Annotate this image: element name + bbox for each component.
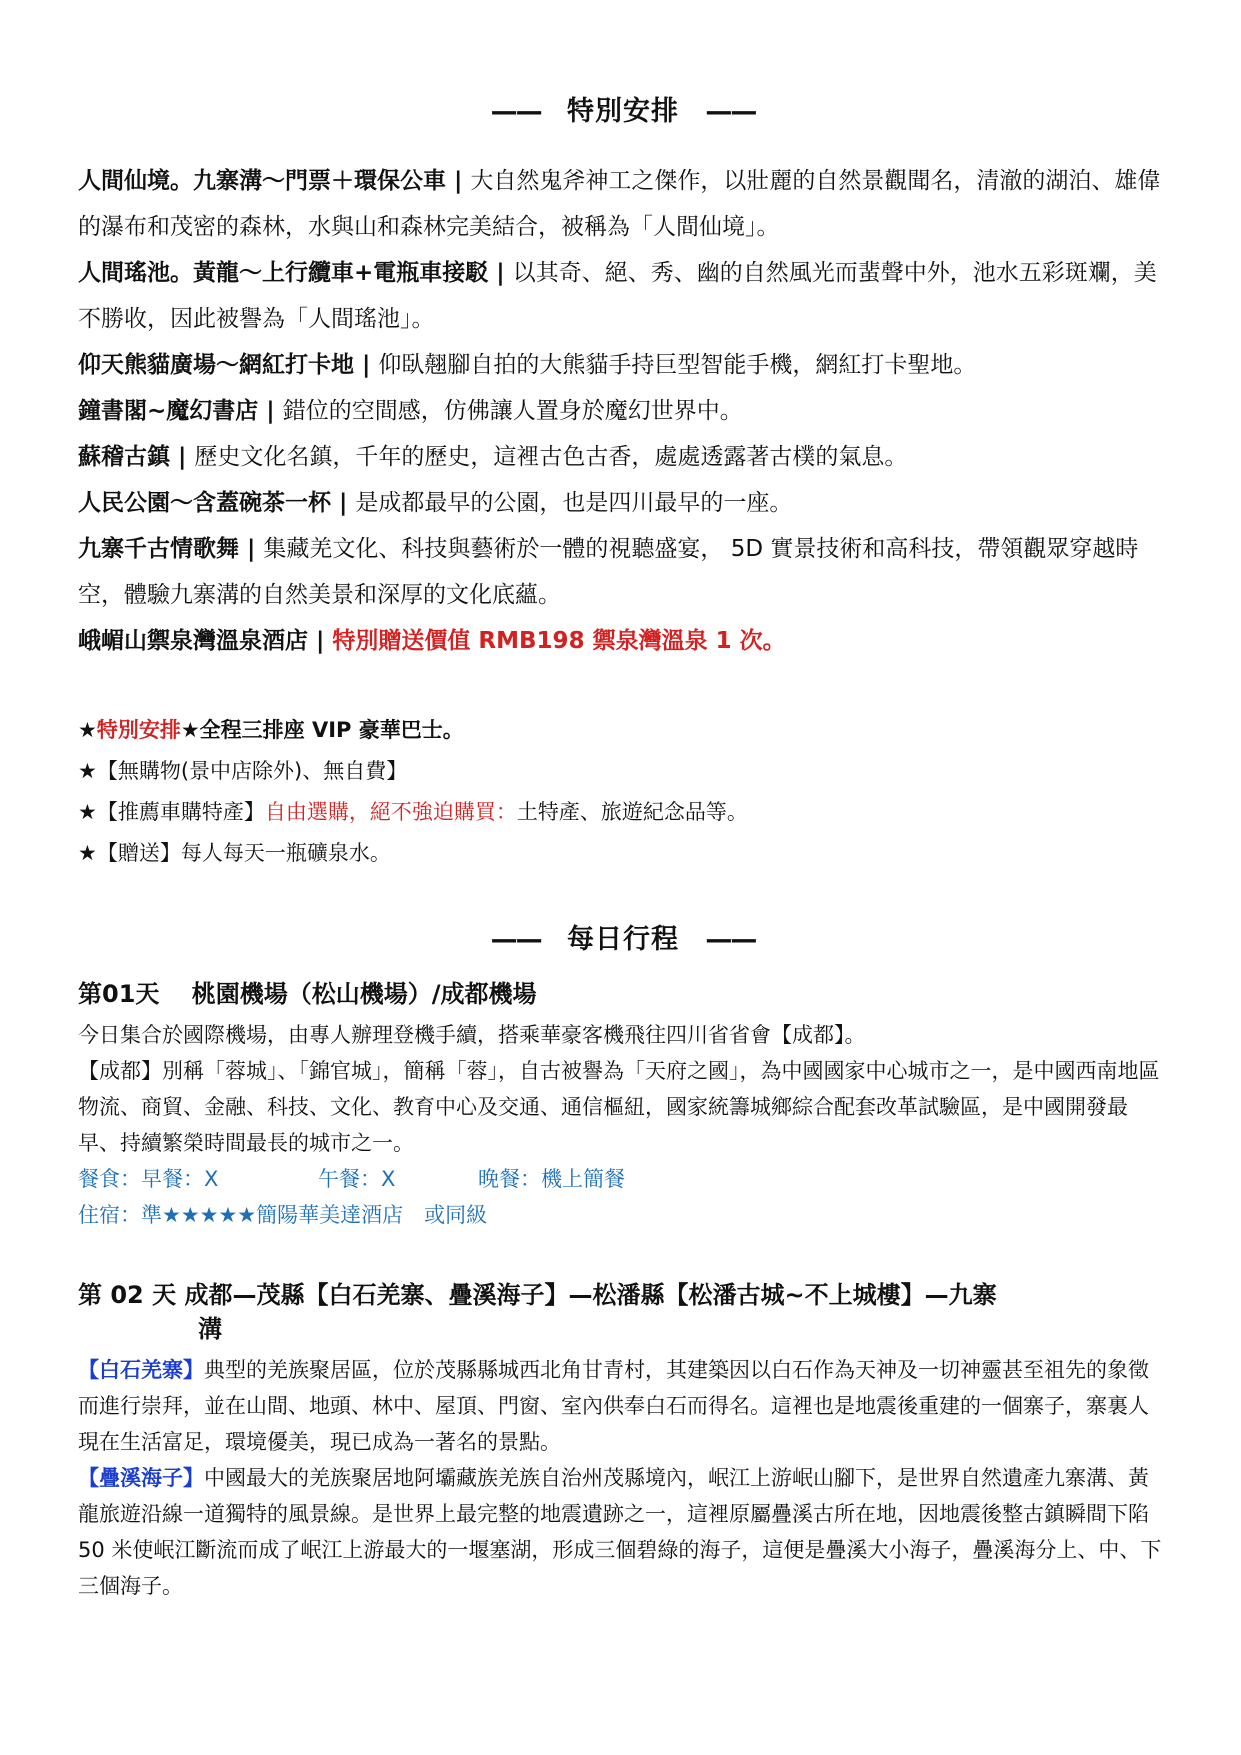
paragraph-text: 中國最大的羌族聚居地阿壩藏族羌族自治州茂縣境內，岷江上游岷山腳下，是世界自然遺產九寨溝、黃龍旅遊沿線一道獨特的風景線。是世界上最完整的地震遺跡之一，這裡原屬疊溪古所在地，因地震後整古鎮瞬間下陷 50 米使岷江斷流而成了岷江上游最大的一堰塞湖，形成三個碧綠的海子，這便是疊溪大小海子，疊溪海分上、中、下三個海子。 xyxy=(78,1466,1162,1598)
section-title-text: 特別安排 xyxy=(567,96,679,127)
highlight-item xyxy=(78,388,1168,434)
day-paragraph: 【成都】別稱「蓉城」、「錦官城」，簡稱「蓉」，自古被譽為「天府之國」，為中國國家中心城市之一，是中國西南地區物流、商貿、金融、科技、文化、教育中心及交通、通信樞紐，國家統籌城鄉綜合配套改革試驗區，是中國開發最早、持續繁榮時間最長的城市之一。 xyxy=(78,1059,1160,1155)
notes-list xyxy=(78,710,1168,874)
note-item xyxy=(78,833,1168,874)
day-title: 第01天 桃園機場（松山機場）/成都機場 xyxy=(78,980,537,1008)
section-title-daily xyxy=(78,920,1168,960)
day-paragraph: 今日集合於國際機場，由專人辦理登機手續，搭乘華豪客機飛往四川省省會【成都】。 xyxy=(78,1023,866,1047)
highlight-desc: 錯位的空間感，仿佛讓人置身於魔幻世界中。 xyxy=(282,398,743,424)
highlight-name: 仰天熊貓廣場～網紅打卡地 xyxy=(78,352,354,378)
highlight-sep: | xyxy=(308,628,333,654)
day-1 xyxy=(78,977,1168,1233)
paragraph-tag: 【疊溪海子】 xyxy=(78,1466,204,1490)
highlight-name: 人間仙境。九寨溝～門票＋環保公車 xyxy=(78,168,446,194)
day-title-line1: 第 02 天 成都—茂縣【白石羌寨、疊溪海子】—松潘縣【松潘古城~不上城樓】—九寨 xyxy=(78,1281,997,1309)
title-dash-right: —— xyxy=(705,924,756,955)
highlight-item xyxy=(78,250,1168,342)
day-title xyxy=(78,1278,1168,1346)
highlight-desc: 大自然鬼斧神工之傑作，以壯麗的自然景觀聞名，清澈的湖泊、雄偉的瀑布和茂密的森林，水與山和森林完美結合，被稱為「人間仙境」。 xyxy=(78,168,1161,240)
highlight-item xyxy=(78,342,1168,388)
note-red: 特別安排 xyxy=(96,718,181,742)
highlight-item xyxy=(78,434,1168,480)
highlight-name: 九寨千古情歌舞 xyxy=(78,536,239,562)
day-title-line2: 溝 xyxy=(198,1315,222,1343)
title-dash-left: —— xyxy=(490,96,541,127)
highlight-gift-red: 特別贈送價值 RMB198 禦泉灣溫泉 1 次。 xyxy=(332,628,786,654)
highlight-sep: | xyxy=(331,490,356,516)
note-red: 自由選購，絕不強迫購買： xyxy=(264,800,517,824)
highlight-sep: | xyxy=(446,168,471,194)
highlight-sep: | xyxy=(239,536,264,562)
highlight-name: 鐘書閣~魔幻書店 xyxy=(78,398,259,424)
star-icon: ★ xyxy=(78,841,97,865)
meal-breakfast: 餐食：早餐：X xyxy=(78,1167,219,1191)
note-text: 【推薦車購特產】 xyxy=(96,800,265,824)
star-icon: ★ xyxy=(78,759,97,783)
highlight-item xyxy=(78,480,1168,526)
title-dash-left: —— xyxy=(490,924,541,955)
highlight-sep: | xyxy=(354,352,379,378)
highlight-name: 人民公園～含蓋碗茶一杯 xyxy=(78,490,331,516)
highlight-desc: 歷史文化名鎮，千年的歷史，這裡古色古香，處處透露著古樸的氣息。 xyxy=(194,444,908,470)
paragraph-text: 典型的羌族聚居區，位於茂縣縣城西北角甘青村，其建築因以白石作為天神及一切神靈甚至祖先的象徵而進行崇拜，並在山間、地頭、林中、屋頂、門窗、室內供奉白石而得名。這裡也是地震後重建的一個寨子，寨裏人現在生活富足，環境優美，現已成為一著名的景點。 xyxy=(78,1358,1149,1454)
highlight-desc: 集藏羌文化、科技與藝術於一體的視聽盛宴， 5D 實景技術和高科技，帶領觀眾穿越時空，體驗九寨溝的自然美景和深厚的文化底蘊。 xyxy=(78,536,1139,608)
meal-dinner: 晚餐：機上簡餐 xyxy=(478,1167,625,1191)
section-title-special xyxy=(78,92,1168,132)
highlight-desc: 仰臥翹腳自拍的大熊貓手持巨型智能手機，網紅打卡聖地。 xyxy=(378,352,977,378)
star-icon: ★ xyxy=(78,718,97,742)
note-text: 【贈送】每人每天一瓶礦泉水。 xyxy=(96,841,391,865)
note-rest: 土特產、旅遊紀念品等。 xyxy=(516,800,748,824)
highlight-item xyxy=(78,158,1168,250)
note-item xyxy=(78,751,1168,792)
day-paragraph xyxy=(78,1460,1168,1604)
highlight-desc: 是成都最早的公園，也是四川最早的一座。 xyxy=(355,490,793,516)
title-dash-right: —— xyxy=(705,96,756,127)
paragraph-tag: 【白石羌寨】 xyxy=(78,1358,204,1382)
note-item xyxy=(78,710,1168,751)
highlight-sep: | xyxy=(258,398,283,424)
highlight-item xyxy=(78,618,1168,664)
day-2 xyxy=(78,1278,1168,1604)
highlight-sep: | xyxy=(488,260,513,286)
note-text: 【無購物(景中店除外)、無自費】 xyxy=(96,759,408,783)
star-icon: ★ xyxy=(78,800,97,824)
day-paragraph xyxy=(78,1352,1168,1460)
highlight-name: 蘇稽古鎮 xyxy=(78,444,170,470)
highlight-item xyxy=(78,526,1168,618)
highlight-name: 峨嵋山禦泉灣溫泉酒店 xyxy=(78,628,308,654)
hotel-line: 住宿：準★★★★★簡陽華美達酒店 或同級 xyxy=(78,1203,488,1227)
highlight-name: 人間瑤池。黃龍～上行纜車+電瓶車接駁 xyxy=(78,260,489,286)
highlights-list xyxy=(78,158,1168,664)
highlight-desc: 以其奇、絕、秀、幽的自然風光而蜚聲中外，池水五彩斑斕，美不勝收，因此被譽為「人間瑤池」。 xyxy=(78,260,1157,332)
note-item xyxy=(78,792,1168,833)
note-text: ★全程三排座 VIP 豪華巴士。 xyxy=(180,718,464,742)
highlight-sep: | xyxy=(170,444,195,470)
section-title-text: 每日行程 xyxy=(567,924,679,955)
meal-lunch: 午餐：X xyxy=(318,1167,396,1191)
meals-line xyxy=(78,1161,1168,1197)
